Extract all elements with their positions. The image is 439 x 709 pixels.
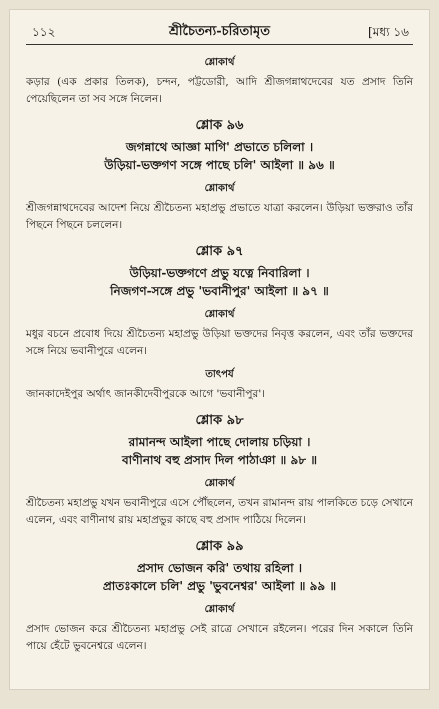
verse-line: উড়িয়া-ভক্তগণে প্রভু যত্নে নিবারিলা ।	[129, 266, 310, 280]
section-label: [মধ্য ১৬	[368, 25, 409, 39]
header-rule	[26, 44, 413, 45]
translation-label: শ্লোকার্থ	[204, 183, 235, 194]
page-body	[26, 48, 413, 657]
translation-label: শ্লোকার্থ	[204, 57, 235, 68]
translation-paragraph: শ্রীচৈতন্য মহাপ্রভু যখন ভবানীপুরে এসে পৌঁছলেন, তখন রামানন্দ রায় পালকিতে চড়ে সেখানে এলেন, এবং বাণীনাথ রায় মহাপ্রভুর কাছে বহু প্রসাদ পাঠিয়ে দিলেন।	[26, 497, 413, 526]
verse-line: বাণীনাথ বহু প্রসাদ দিল পাঠাঞা ॥ ৯৮ ॥	[121, 453, 317, 467]
verse-heading: শ্লোক ৯৬	[195, 118, 244, 133]
translation-label: শ্লোকার্থ	[204, 478, 235, 489]
verse-heading: শ্লোক ৯৯	[195, 539, 244, 554]
translation-label: শ্লোকার্থ	[204, 604, 235, 615]
purport-label: তাৎপর্য	[205, 369, 234, 380]
verse-line: নিজগণ-সঙ্গে প্রভু 'ভবানীপুর' আইলা ॥ ৯৭ ॥	[110, 284, 329, 298]
book-page	[10, 10, 429, 689]
verse-line: জগন্নাথে আজ্ঞা মাগি' প্রভাতে চলিলা ।	[125, 140, 314, 154]
translation-paragraph: প্রসাদ ভোজন করে শ্রীচৈতন্য মহাপ্রভু সেই রাত্রে সেখানে রইলেন। পরের দিন সকালে তিনি পায়ে হেঁটে ভুবনেশ্বরে এলেন।	[26, 623, 413, 652]
verse-line: প্রসাদ ভোজন করি' তথায় রহিলা ।	[136, 561, 303, 575]
translation-paragraph: শ্রীজগন্নাথদেবের আদেশ নিয়ে শ্রীচৈতন্য মহাপ্রভু প্রভাতে যাত্রা করলেন। উড়িয়া ভক্তরাও তাঁর পিছনে পিছনে চললেন।	[26, 202, 413, 231]
running-header	[10, 10, 429, 46]
verse-line: উড়িয়া-ভক্তগণ সঙ্গে পাছে চলি' আইলা ॥ ৯৬ ॥	[104, 158, 335, 172]
purport-paragraph: জানকাদেইপুর অর্থাৎ জানকীদেবীপুরকে আগে 'ভবানীপুর'।	[26, 388, 265, 400]
translation-paragraph: কড়ার (এক প্রকার তিলক), চন্দন, পট্টডোরী, আদি শ্রীজগন্নাথদেবের যত প্রসাদ তিনি পেয়েছিলেন তা সব সঙ্গে নিলেন।	[26, 76, 413, 105]
verse-line: রামানন্দ আইলা পাছে দোলায় চড়িয়া ।	[128, 435, 311, 449]
verse-heading: শ্লোক ৯৮	[195, 413, 244, 428]
translation-paragraph: মধুর বচনে প্রবোধ দিয়ে শ্রীচৈতন্য মহাপ্রভু উড়িয়া ভক্তদের নিবৃত্ত করলেন, এবং তাঁর ভক্তদের সঙ্গে নিয়ে ভবানীপুরে এলেন।	[26, 328, 413, 357]
verse-line: প্রাতঃকালে চলি' প্রভু 'ভুবনেশ্বর' আইলা ॥ ৯৯ ॥	[102, 579, 337, 593]
translation-label: শ্লোকার্থ	[204, 309, 235, 320]
page-number: ১১২	[32, 25, 56, 39]
verse-heading: শ্লোক ৯৭	[195, 244, 244, 259]
book-title: শ্রীচৈতন্য-চরিতামৃত	[168, 24, 271, 39]
